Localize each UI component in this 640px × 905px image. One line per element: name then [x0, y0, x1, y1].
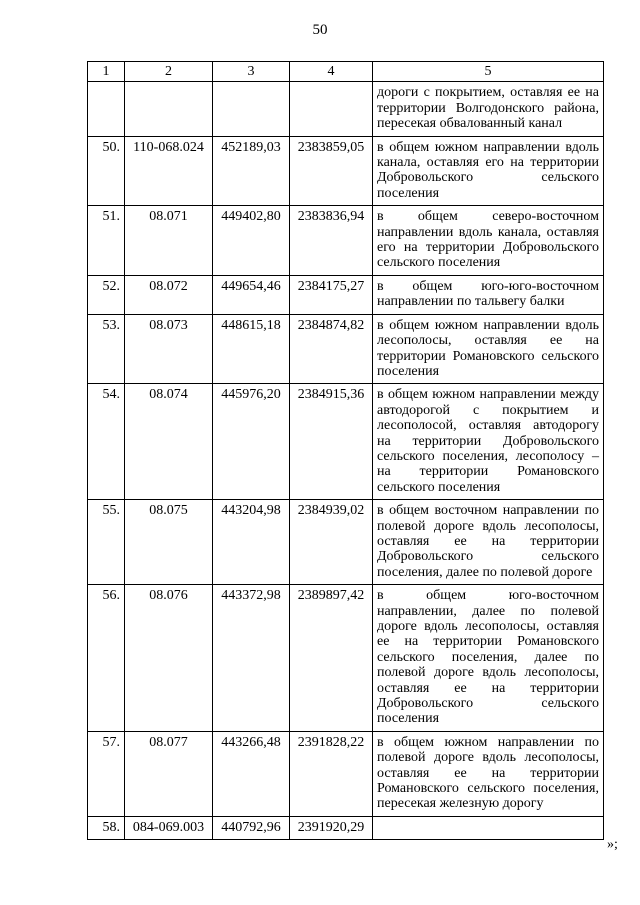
coord-y: 2384874,82	[290, 314, 373, 384]
point-code: 08.072	[125, 275, 213, 314]
table-row	[88, 275, 604, 314]
row-number: 58.	[88, 816, 125, 839]
coord-x: 448615,18	[213, 314, 290, 384]
row-number: 56.	[88, 585, 125, 732]
point-code: 08.071	[125, 206, 213, 276]
point-code: 08.073	[125, 314, 213, 384]
page-number: 50	[312, 22, 328, 38]
boundary-description: в общем северо-восточном направлении вдоль канала, оставляя его на территории Добровольского сельского поселения	[373, 206, 604, 276]
row-number: 53.	[88, 314, 125, 384]
coord-y: 2383859,05	[290, 136, 373, 206]
boundary-description: в общем южном направлении по полевой дороге вдоль лесополосы, оставляя ее на территории Романовского сельского поселения, пересекая железную дорогу	[373, 731, 604, 816]
coord-y: 2391920,29	[290, 816, 373, 839]
coord-y: 2384939,02	[290, 500, 373, 585]
boundary-description: в общем южном направлении вдоль канала, оставляя его на территории Добровольского сельского поселения	[373, 136, 604, 206]
coord-x: 449654,46	[213, 275, 290, 314]
point-code: 08.075	[125, 500, 213, 585]
coord-x: 445976,20	[213, 384, 290, 500]
table-header-row	[88, 62, 604, 82]
coord-x: 452189,03	[213, 136, 290, 206]
table-row	[88, 82, 604, 136]
column-header: 1	[88, 62, 125, 82]
table-row	[88, 731, 604, 816]
point-code: 084-069.003	[125, 816, 213, 839]
table-row	[88, 314, 604, 384]
row-number: 57.	[88, 731, 125, 816]
row-number: 51.	[88, 206, 125, 276]
column-header: 2	[125, 62, 213, 82]
coord-x	[213, 82, 290, 136]
table-row	[88, 816, 604, 839]
row-number: 55.	[88, 500, 125, 585]
coord-x: 449402,80	[213, 206, 290, 276]
table-row	[88, 500, 604, 585]
coord-y: 2384915,36	[290, 384, 373, 500]
coord-x: 443372,98	[213, 585, 290, 732]
boundary-description: в общем юго-юго-восточном направлении по тальвегу балки	[373, 275, 604, 314]
table-row	[88, 206, 604, 276]
row-number: 50.	[88, 136, 125, 206]
table-row	[88, 585, 604, 732]
boundary-description: дороги с покрытием, оставляя ее на территории Волгодонского района, пересекая обвалованный канал	[373, 82, 604, 136]
boundary-description: в общем юго-восточном направлении, далее по полевой дороге вдоль лесополосы, оставляя ее на территории Романовского сельского поселения, далее по полевой дороге вдоль лесополосы, оставляя ее на территории Добровольского сельского поселения	[373, 585, 604, 732]
row-number: 52.	[88, 275, 125, 314]
boundary-description: в общем восточном направлении по полевой дороге вдоль лесополосы, оставляя ее на территории Добровольского сельского поселения, далее по полевой дороге	[373, 500, 604, 585]
point-code: 08.076	[125, 585, 213, 732]
coord-x: 443266,48	[213, 731, 290, 816]
point-code: 110-068.024	[125, 136, 213, 206]
table-row	[88, 384, 604, 500]
boundary-description: в общем южном направлении вдоль лесополосы, оставляя ее на территории Романовского сельского поселения	[373, 314, 604, 384]
boundary-points-table	[87, 61, 604, 840]
coord-x: 443204,98	[213, 500, 290, 585]
boundary-description	[373, 816, 604, 839]
row-number: 54.	[88, 384, 125, 500]
point-code: 08.077	[125, 731, 213, 816]
point-code: 08.074	[125, 384, 213, 500]
column-header: 5	[373, 62, 604, 82]
point-code	[125, 82, 213, 136]
coord-y: 2383836,94	[290, 206, 373, 276]
boundary-description: в общем южном направлении между автодорогой с покрытием и лесополосой, оставляя автодорогу на территории Добровольского сельского поселения, лесополосу – на территории Романовского сельского поселения	[373, 384, 604, 500]
row-number	[88, 82, 125, 136]
coord-y: 2384175,27	[290, 275, 373, 314]
coord-y	[290, 82, 373, 136]
table-row	[88, 136, 604, 206]
column-header: 4	[290, 62, 373, 82]
coord-x: 440792,96	[213, 816, 290, 839]
coord-y: 2389897,42	[290, 585, 373, 732]
column-header: 3	[213, 62, 290, 82]
coord-y: 2391828,22	[290, 731, 373, 816]
closing-quote-mark: »;	[607, 837, 618, 852]
